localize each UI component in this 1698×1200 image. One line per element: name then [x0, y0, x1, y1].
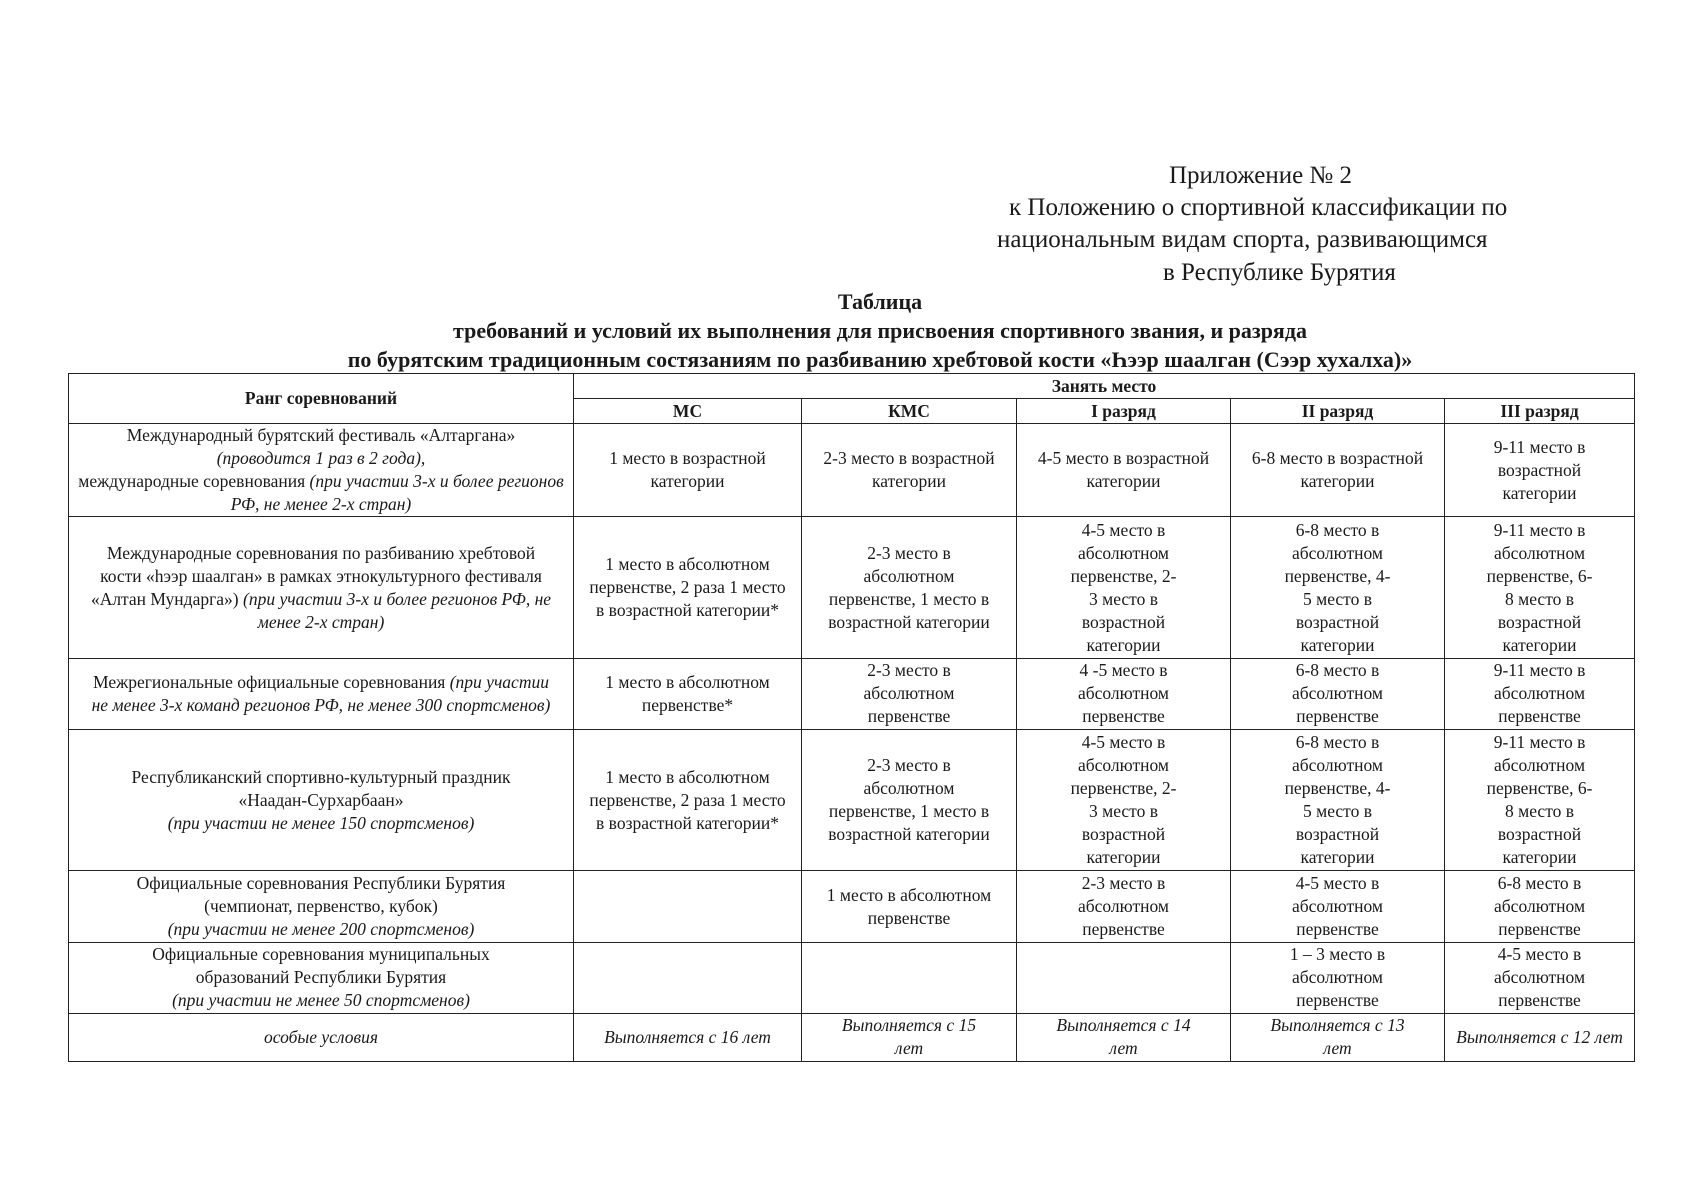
competition-name: Международные соревнования по разбиванию хребтовой кости «һээр шаалган» в рамках этнокультурного фестиваля «Алтан Мундарга») — [90, 542, 542, 609]
rank-3-requirement: 9-11 место в абсолютном первенстве, 6-8 место в возрастной категории — [1445, 517, 1635, 658]
competition-rank-cell — [69, 871, 574, 942]
header-row-top — [69, 374, 1635, 399]
rank-1-requirement: 4-5 место в абсолютном первенстве, 2-3 место в возрастной категории — [1017, 730, 1231, 871]
kms-requirement: 2-3 место в возрастной категории — [802, 424, 1017, 517]
competition-condition: (при участии не менее 3-х команд регионов РФ, не менее 300 спортсменов) — [91, 671, 551, 715]
ms-requirement: 1 место в абсолютном первенстве, 2 раза 1 место в возрастной категории* — [574, 517, 802, 658]
competition-name: Межрегиональные официальные соревнования — [93, 671, 450, 692]
rank-3-age-condition: Выполняется с 12 лет — [1445, 1013, 1635, 1061]
annex-line-3: национальным видам спорта, развивающимся — [997, 226, 1488, 253]
competition-condition-extra: (при участии 3-х и более регионов РФ, не менее 2-х стран) — [230, 471, 564, 515]
annex-line-2: к Положению о спортивной классификации по — [1009, 194, 1508, 221]
competition-condition: (при участии не менее 200 спортсменов) — [167, 919, 475, 939]
competition-rank-cell — [69, 942, 574, 1013]
rank-2-requirement: 6-8 место в абсолютном первенстве, 4-5 место в возрастной категории — [1231, 730, 1445, 871]
header-ms: МС — [574, 399, 802, 424]
rank-1-requirement: 4-5 место в возрастной категории — [1017, 424, 1231, 517]
ms-age-condition: Выполняется с 16 лет — [574, 1013, 802, 1061]
rank-1-requirement: 4 -5 место в абсолютном первенстве — [1017, 658, 1231, 729]
competition-condition: (при участии 3-х и более регионов РФ, не менее 2-х стран) — [238, 588, 552, 632]
competition-name: Республиканский спортивно-культурный праздник «Наадан-Сурхарбаан» — [131, 766, 511, 810]
rank-1-requirement — [1017, 942, 1231, 1013]
rank-2-requirement: 6-8 место в абсолютном первенстве, 4-5 место в возрастной категории — [1231, 517, 1445, 658]
rank-1-requirement: 2-3 место в абсолютном первенстве — [1017, 871, 1231, 942]
competition-rank-cell — [69, 424, 574, 517]
competition-name: Официальные соревнования Республики Бурятия (чемпионат, первенство, кубок) — [136, 873, 506, 916]
rank-2-requirement: 4-5 место в абсолютном первенстве — [1231, 871, 1445, 942]
ms-requirement: 1 место в возрастной категории — [574, 424, 802, 517]
competition-condition: (проводится 1 раз в 2 года), — [216, 448, 426, 469]
annex-line-4: в Республике Бурятия — [1163, 259, 1396, 286]
rank-2-requirement: 6-8 место в возрастной категории — [1231, 424, 1445, 517]
rank-3-requirement: 6-8 место в абсолютном первенстве — [1445, 871, 1635, 942]
table-row — [69, 942, 1635, 1013]
kms-requirement — [802, 942, 1017, 1013]
special-conditions-row — [69, 1013, 1635, 1061]
rank-1-requirement: 4-5 место в абсолютном первенстве, 2-3 место в возрастной категории — [1017, 517, 1231, 658]
header-rank-3: III разряд — [1445, 399, 1635, 424]
kms-requirement: 2-3 место в абсолютном первенстве — [802, 658, 1017, 729]
table-row — [69, 871, 1635, 942]
table-title-line-2: требований и условий их выполнения для присвоения спортивного звания, и разряда — [453, 318, 1307, 343]
table-row — [69, 730, 1635, 871]
table-title-line-3: по бурятским традиционным состязаниям по разбиванию хребтовой кости «Һээр шаалган (Сээр хухалха)» — [347, 347, 1413, 372]
header-kms: КМС — [802, 399, 1017, 424]
competition-condition: (при участии не менее 50 спортсменов) — [172, 990, 470, 1011]
table-title-word: Таблица — [837, 289, 923, 314]
rank-2-age-condition: Выполняется с 13 лет — [1231, 1013, 1445, 1061]
ms-requirement: 1 место в абсолютном первенстве, 2 раза 1 место в возрастной категории* — [574, 730, 802, 871]
rank-3-requirement: 4-5 место в абсолютном первенстве — [1445, 942, 1635, 1013]
header-rank-1: I разряд — [1017, 399, 1231, 424]
table-row — [69, 658, 1635, 729]
rank-2-requirement: 1 – 3 место в абсолютном первенстве — [1231, 942, 1445, 1013]
rank-3-requirement: 9-11 место в абсолютном первенстве — [1445, 658, 1635, 729]
header-rank-2: II разряд — [1231, 399, 1445, 424]
ms-requirement — [574, 871, 802, 942]
competition-name: Международный бурятский фестиваль «Алтаргана» — [126, 425, 516, 446]
header-place-cell: Занять место — [574, 374, 1635, 399]
rank-2-requirement: 6-8 место в абсолютном первенстве — [1231, 658, 1445, 729]
rank-3-requirement: 9-11 место в возрастной категории — [1445, 424, 1635, 517]
competition-name: Официальные соревнования муниципальных образований Республики Бурятия — [152, 944, 490, 988]
competition-rank-cell — [69, 730, 574, 871]
annex-line-1: Приложение № 2 — [1169, 162, 1353, 189]
ms-requirement — [574, 942, 802, 1013]
rank-3-requirement: 9-11 место в абсолютном первенстве, 6-8 место в возрастной категории — [1445, 730, 1635, 871]
kms-requirement: 1 место в абсолютном первенстве — [802, 871, 1017, 942]
rank-1-age-condition: Выполняется с 14 лет — [1017, 1013, 1231, 1061]
competition-rank-cell — [69, 517, 574, 658]
kms-requirement: 2-3 место в абсолютном первенстве, 1 место в возрастной категории — [802, 517, 1017, 658]
kms-requirement: 2-3 место в абсолютном первенстве, 1 место в возрастной категории — [802, 730, 1017, 871]
competition-condition: (при участии не менее 150 спортсменов) — [167, 812, 475, 833]
header-rank-cell: Ранг соревнований — [69, 374, 574, 424]
competition-rank-cell — [69, 658, 574, 729]
ms-requirement: 1 место в абсолютном первенстве* — [574, 658, 802, 729]
special-conditions-label: особые условия — [69, 1013, 574, 1061]
competition-name-extra: международные соревнования — [78, 471, 310, 492]
requirements-table — [68, 373, 1635, 1062]
kms-age-condition: Выполняется с 15 лет — [802, 1013, 1017, 1061]
table-row — [69, 517, 1635, 658]
table-row — [69, 424, 1635, 517]
